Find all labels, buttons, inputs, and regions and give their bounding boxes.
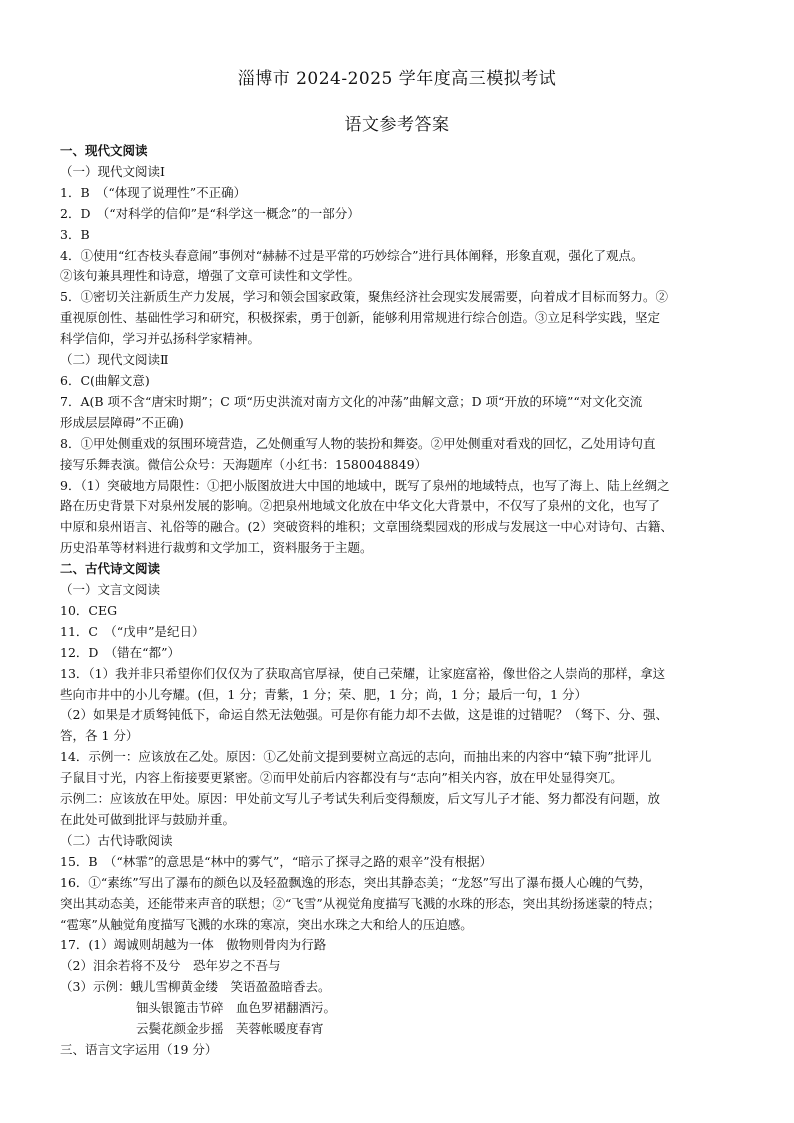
answer-line: 8．①甲处侧重戏的氛围环境营造，乙处侧重写人物的装扮和舞姿。②甲处侧重对看戏的回忆，乙处用诗句直 [60,435,656,451]
answer-line: 11．C （“戊申”是纪日） [60,623,205,639]
answer-line: 重视原创性、基础性学习和研究，积极探索，勇于创新，能够利用常规进行综合创造。③立足科学实践，坚定 [60,310,661,326]
answer-content [60,141,734,1061]
answer-line: （二）古代诗歌阅读 [60,832,173,848]
answer-line: （3）示例：蛾儿雪柳黄金缕 笑语盈盈暗香去。 [60,979,331,995]
answer-line: 答，各 1 分） [60,728,139,744]
answer-line: 三、语言文字运用（19 分） [60,1041,218,1057]
answer-line: 在此处可做到批评与鼓励并重。 [60,812,236,827]
section-heading: 一、现代文阅读 [60,143,148,158]
answer-line: （2）泪余若将不及兮 恐年岁之不吾与 [60,958,281,974]
answer-line: 些向市井中的小儿夸耀。(但，1 分；青紫，1 分；荣、肥，1 分；尚，1 分；最后一句，1 分） [60,686,588,702]
answer-line: 科学信仰，学习并弘扬科学家精神。 [60,331,261,347]
answer-line: （二）现代文阅读Ⅱ [60,352,169,368]
answer-line: 17．(1）竭诚则胡越为一体 傲物则骨肉为行路 [60,937,327,953]
answer-line: （一）现代文阅读Ⅰ [60,163,165,179]
answer-line: 路在历史背景下对泉州发展的影响。②把泉州地域文化放在中华文化大背景中，不仅写了泉州的文化，也写了 [60,498,661,514]
answer-line: 15．B （“林霏”的意思是“林中的雾气”，“暗示了探寻之路的艰辛”没有根据） [60,853,493,869]
answer-line: 16．①“素练”写出了瀑布的颜色以及轻盈飘逸的形态，突出其静态美；“龙怒”写出了瀑布摄人心魄的气势， [60,874,652,890]
answer-line: 10．CEG [60,602,118,618]
answer-line: 14．示例一：应该放在乙处。原因：①乙处前文提到要树立高远的志向，而抽出来的内容中“辕下驹”批评儿 [60,749,652,765]
document-title: 淄博市 2024-2025 学年度高三模拟考试 [237,69,557,89]
answer-line: 9．（1）突破地方局限性：①把小版图放进大中国的地域中，既写了泉州的地域特点，也写了海上、陆上丝绸之 [60,477,670,493]
answer-line: 7．A(B 项不含“唐宋时期”；C 项“历史洪流对南方文化的冲荡”曲解文意；D 项“开放的环境”“对文化交流 [60,393,643,409]
answer-line: 2．D （“对科学的信仰”是“科学这一概念”的一部分） [60,205,360,221]
answer-line: 突出其动态美，还能带来声音的联想；②“飞雪”从视觉角度描写飞溅的水珠的形态，突出其纷扬迷蒙的特点； [60,895,661,911]
section-heading: 二、古代诗文阅读 [60,561,161,577]
answer-line: 4．①使用“红杏枝头春意闹”事例对“赫赫不过是平常的巧妙综合”进行具体阐释，形象直观，强化了观点。 [60,247,644,263]
answer-line: 形成层层障碍”不正确) [60,414,184,430]
answer-line: 子鼠目寸光，内容上衔接要更紧密。②而甲处前后内容都没有与“志向”相关内容，放在甲处显得突兀。 [60,770,623,786]
answer-line: 示例二：应该放在甲处。原因：甲处前文写儿子考试失利后变得颓废，后文写儿子才能、努力都没有问题，放 [60,791,661,807]
answer-line: 历史沿革等材料进行裁剪和文学加工，资料服务于主题。 [60,540,373,556]
answer-line: （2）如果是才质驽钝低下，命运自然无法勉强。可是你有能力却不去做，这是谁的过错呢？（驽下、分、强、 [60,707,668,723]
answer-line: （一）文言文阅读 [60,582,161,598]
answer-line: 13．（1）我并非只希望你们仅仅为了获取高官厚禄，使自己荣耀，让家庭富裕，像世俗之人崇尚的那样，拿这 [60,665,666,681]
answer-line: 接写乐舞表演。微信公众号：天海题库（小红书：1580048849） [60,456,428,472]
answer-line: 12．D （错在“都”） [60,644,180,660]
document-subtitle: 语文参考答案 [344,115,450,135]
answer-line: 中原和泉州语言、礼俗等的融合。(2）突破资料的堆积；文章围绕梨园戏的形成与发展这一中心对诗句、古籍、 [60,519,673,535]
answer-line: “雹寒”从触觉角度描写飞溅的水珠的寒凉，突出水珠之大和给人的压迫感。 [60,916,473,932]
answer-line: 云鬓花颜金步摇 芙蓉帐暖度春宵 [136,1021,324,1037]
answer-line: ②该句兼具理性和诗意，增强了文章可读性和文学性。 [60,268,361,284]
answer-line: 钿头银篦击节碎 血色罗裙翻酒污。 [136,1000,337,1016]
answer-line: 5．①密切关注新质生产力发展，学习和领会国家政策，聚焦经济社会现实发展需要，向着成才目标而努力。② [60,289,668,305]
answer-line: 6．C(曲解文意) [60,372,150,388]
answer-line: 3．B [60,226,90,242]
answer-line: 1．B （“体现了说理性”不正确） [60,184,247,200]
